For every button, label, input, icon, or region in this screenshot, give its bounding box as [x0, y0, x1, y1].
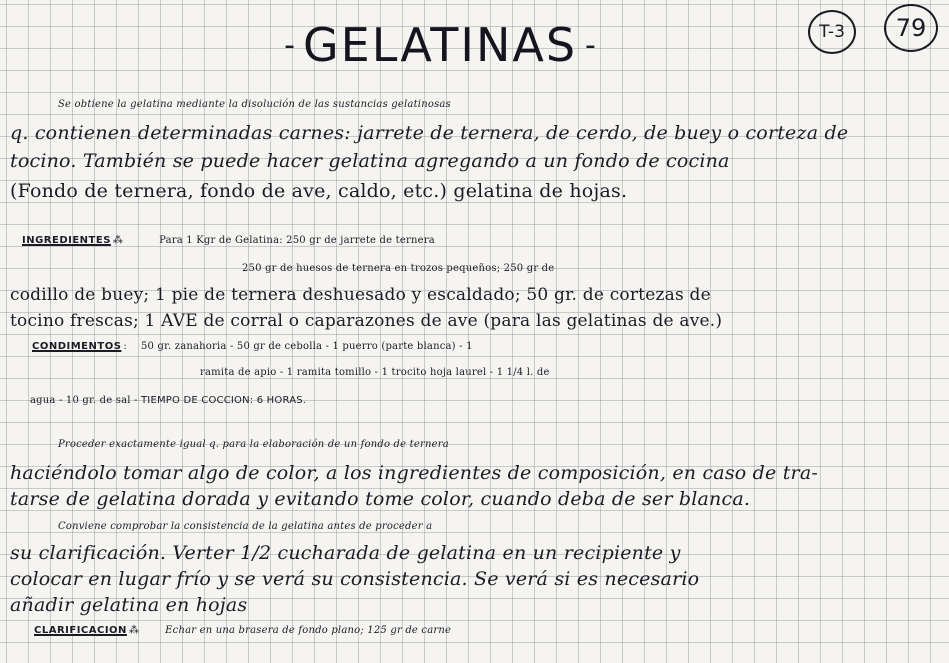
title-dash-left: -	[284, 27, 295, 63]
condiments-text-1: 50 gr. zanahoria - 50 gr de cebolla - 1 puerro (parte blanca) - 1	[140, 341, 473, 352]
intro-line-4: (Fondo de ternera, fondo de ave, caldo, etc.) gelatina de hojas.	[10, 180, 628, 202]
condiments-line-2: ramita de apio - 1 ramita tomillo - 1 trocito hoja laurel - 1 1/4 l. de	[200, 367, 550, 378]
section-code: T-3	[819, 22, 845, 42]
ingredients-label-symbol: ⁂	[112, 235, 124, 246]
clarification-line	[10, 618, 949, 644]
title-dash-right: -	[585, 27, 596, 63]
ingredients-label: INGREDIENTES	[22, 235, 111, 246]
condiments-text-3: agua - 10 gr. de sal -	[30, 395, 138, 406]
page-number: 79	[895, 14, 927, 42]
page-number-badge	[884, 4, 938, 52]
ingredients-line-4: tocino frescas; 1 AVE de corral o caparazones de ave (para las gelatinas de ave.)	[10, 311, 723, 331]
condiments-line-1	[10, 334, 949, 360]
ingredients-line-2: 250 gr de huesos de ternera en trozos pequeños; 250 gr de	[242, 263, 555, 274]
procedure-line-6: colocar en lugar frío y se verá su consistencia. Se verá si es necesario	[10, 568, 700, 590]
clarification-label-symbol: ⁂	[128, 625, 140, 636]
ingredients-text-1: Para 1 Kgr de Gelatina: 250 gr de jarrete de ternera	[159, 235, 435, 246]
procedure-line-4: Conviene comprobar la consistencia de la gelatina antes de proceder a	[58, 521, 433, 532]
condiments-label-symbol: :	[123, 341, 127, 352]
condiments-label: CONDIMENTOS	[32, 341, 122, 352]
procedure-line-2: haciéndolo tomar algo de color, a los ingredientes de composición, en caso de tra-	[10, 462, 818, 484]
intro-line-1: Se obtiene la gelatina mediante la disolución de las sustancias gelatinosas	[58, 99, 451, 110]
section-code-badge	[808, 10, 856, 54]
clarification-text: Echar en una brasera de fondo plano; 125 gr de carne	[165, 625, 452, 636]
title-block	[280, 10, 600, 80]
procedure-line-5: su clarificación. Verter 1/2 cucharada de gelatina en un recipiente y	[10, 542, 681, 564]
clarification-label: CLARIFICACION	[34, 625, 127, 636]
procedure-line-3: tarse de gelatina dorada y evitando tome color, cuando deba de ser blanca.	[10, 488, 751, 510]
intro-line-3: tocino. También se puede hacer gelatina agregando a un fondo de cocina	[10, 150, 730, 172]
ingredients-line-1	[10, 228, 949, 254]
ingredients-line-3: codillo de buey; 1 pie de ternera deshuesado y escaldado; 50 gr. de cortezas de	[10, 285, 711, 305]
procedure-line-7: añadir gelatina en hojas	[10, 594, 248, 616]
page-title: GELATINAS	[302, 18, 578, 72]
cooking-time: TIEMPO DE COCCION: 6 HORAS.	[140, 395, 307, 406]
procedure-line-1: Proceder exactamente igual q. para la elaboración de un fondo de ternera	[58, 439, 449, 450]
intro-line-2: q. contienen determinadas carnes: jarrete de ternera, de cerdo, de buey o corteza de	[10, 122, 849, 144]
condiments-line-3	[10, 388, 949, 414]
